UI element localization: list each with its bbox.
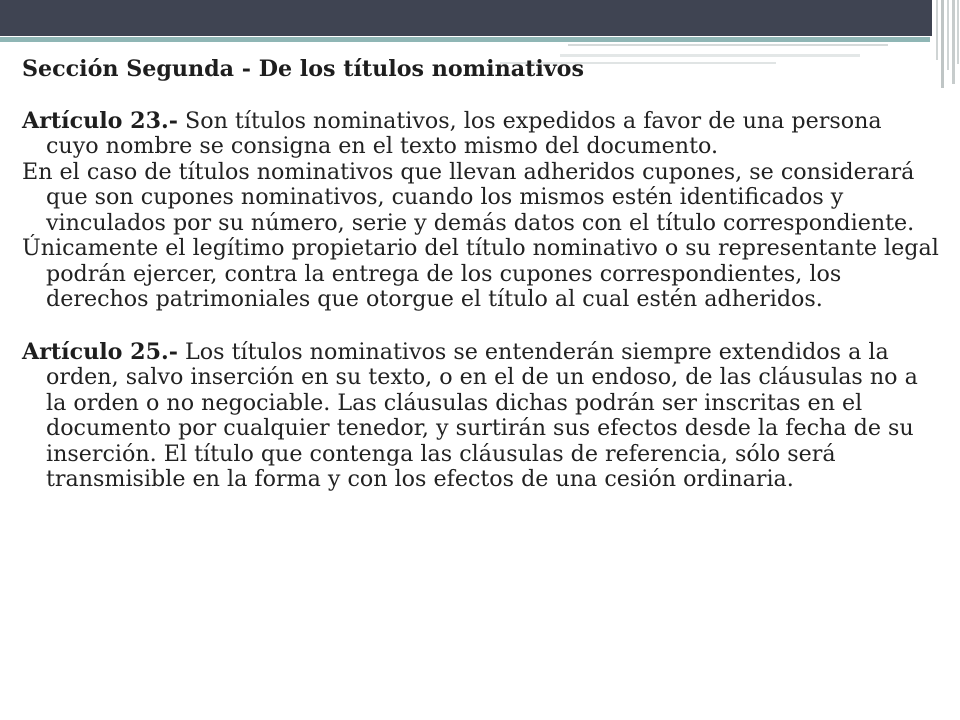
article-23-paragraph — [22, 109, 940, 160]
slide-content — [22, 57, 940, 493]
header-bar — [0, 0, 932, 36]
section-title: Sección Segunda - De los títulos nominativos — [22, 56, 584, 82]
spacer — [22, 313, 940, 340]
article-23-paragraph-2: En el caso de títulos nominativos que llevan adheridos cupones, se considerará que son cupones nominativos, cuando los mismos estén identificados y vinculados por su número, serie y demás datos con el título correspondiente. — [22, 158, 915, 236]
article-23-label: Artículo 23.- — [22, 107, 178, 134]
stripe — [936, 0, 938, 60]
decorative-line — [568, 44, 888, 46]
stripe — [957, 0, 959, 64]
stripe — [941, 0, 944, 88]
article-25-paragraph — [22, 340, 940, 493]
article-23-paragraph-3: Únicamente el legítimo propietario del título nominativo o su representante legal podrán ejercer, contra la entrega de los cupones correspondientes, los derechos patrimoniales que otorgue el título al cual estén adheridos. — [22, 235, 939, 312]
spacer — [22, 83, 940, 109]
stripe — [947, 0, 949, 70]
article-25-label: Artículo 25.- — [22, 338, 178, 365]
accent-line — [0, 37, 930, 42]
article-23-text: Son títulos nominativos, los expedidos a favor de una persona cuyo nombre se consigna en el texto mismo del documento. — [46, 107, 882, 159]
article-25-text: Los títulos nominativos se entenderán siempre extendidos a la orden, salvo inserción en su texto, o en el de un endoso, de las cláusulas no a la orden o no negociable. Las cláusulas dichas podrán ser inscritas en el documento por cualquier tenedor, y surtirán sus efectos desde la fecha de su inserción. El título que contenga las cláusulas de referencia, sólo será transmisible en la forma y con los efectos de una cesión ordinaria. — [46, 338, 918, 492]
stripe — [952, 0, 955, 84]
